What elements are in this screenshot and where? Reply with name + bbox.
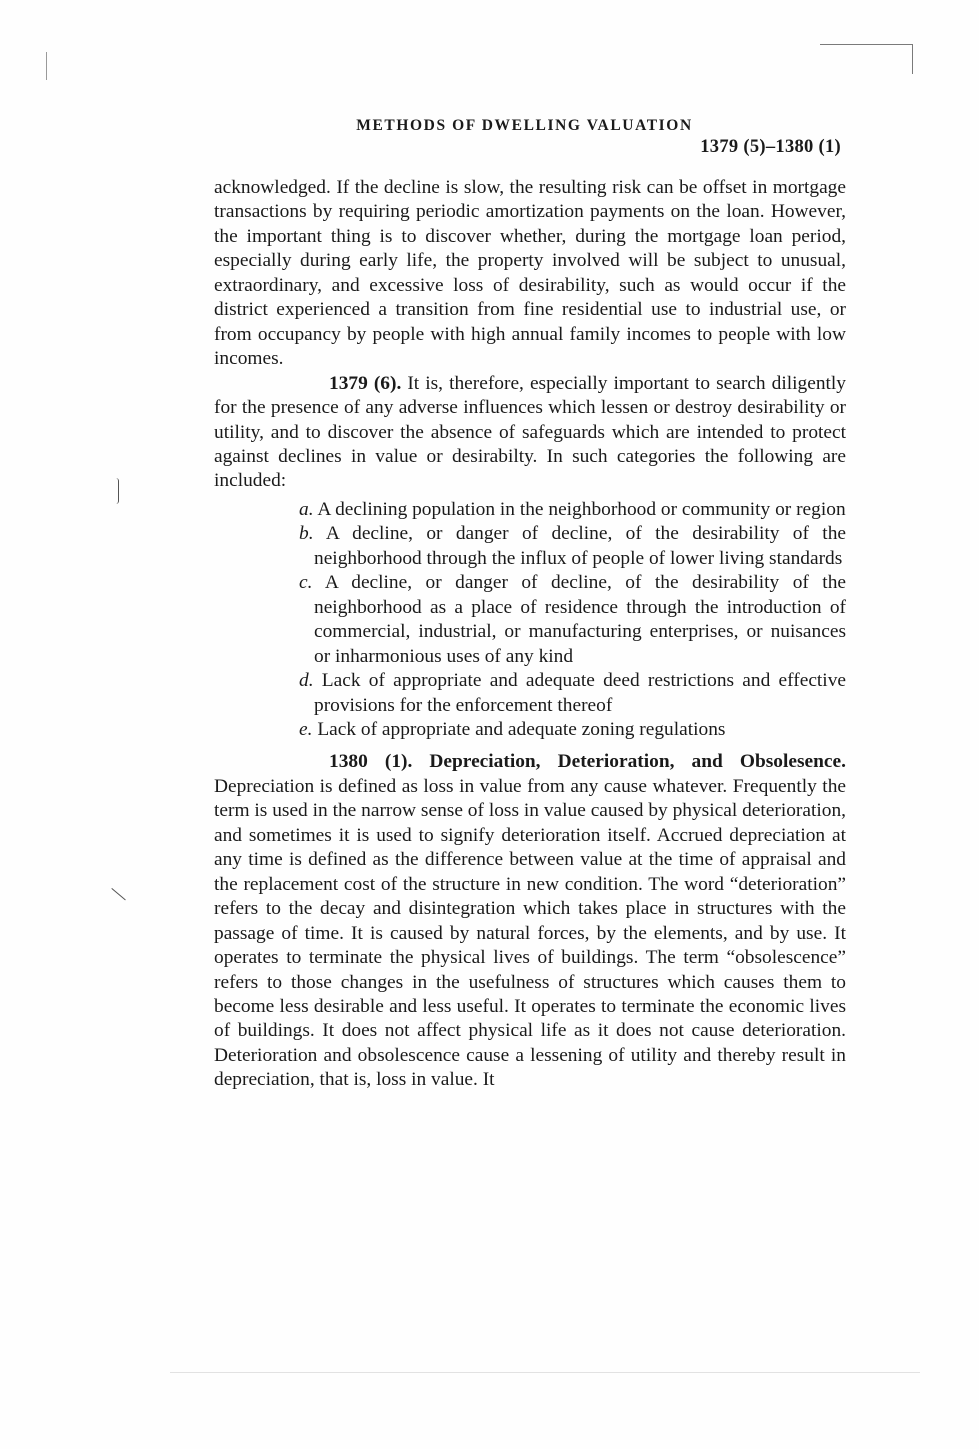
scan-mark-top-right-rule: [820, 44, 912, 45]
paragraph-1379-6: [214, 372, 846, 494]
list-item: [214, 669, 846, 718]
body-text: [214, 176, 846, 1093]
section-number-1379-6: 1379 (6).: [329, 372, 402, 394]
scan-mark-left-paren: [116, 478, 119, 504]
list-item-text: Lack of appropriate and adequate zoning regulations: [317, 718, 726, 740]
running-header-title: METHODS OF DWELLING VALUATION: [356, 117, 693, 134]
list-item: [214, 498, 846, 522]
scan-mark-top-right-corner: [912, 44, 913, 74]
list-item-letter: c.: [299, 572, 313, 594]
scan-mark-top-left: [46, 52, 47, 80]
list-item-text: A declining population in the neighborhood or community or region: [317, 498, 846, 520]
list-item: [214, 718, 846, 742]
list-item-letter: a.: [299, 498, 314, 520]
list-item: [214, 571, 846, 669]
adverse-influences-list: [214, 498, 846, 743]
list-item-text: Lack of appropriate and adequate deed restrictions and effective provisions for the enforcement thereof: [314, 670, 847, 716]
section-number-1380-1: 1380 (1).: [329, 751, 413, 773]
list-item-text: A decline, or danger of decline, of the desirability of the neighborhood through the influx of people of lower living standards: [314, 523, 847, 569]
paragraph-1380-1-text: Depreciation is defined as loss in value from any cause whatever. Frequently the term is used in the narrow sense of loss in value caused by physical deterioration, and sometimes it is used to signify deterioration itself. Accrued depreciation at any time is defined as the difference between value at the time of appraisal and the replacement cost of the structure in new condition. The word “deterioration” refers to the decay and disintegration which takes place in structures with the passage of time. It is caused by natural forces, by the elements, and by use. It operates to terminate the physical lives of buildings. The term “obsolescence” refers to those changes in the usefulness of structures which causes them to become less desirable and less useful. It operates to terminate the economic lives of buildings. It does not affect physical life as it does not cause deterioration. Deterioration and obsolescence cause a lessening of utility and thereby result in depreciation, that is, loss in value. It: [214, 775, 846, 1091]
list-item-letter: d.: [299, 670, 314, 692]
section-heading-depreciation: Depreciation, Deterioration, and Obsolesence.: [412, 751, 846, 773]
scan-mark-left-stroke: [111, 888, 125, 900]
running-header-section-range: 1379 (5)–1380 (1): [700, 137, 841, 157]
list-item-text: A decline, or danger of decline, of the desirability of the neighborhood as a place of residence through the introduction of commercial, industrial, or manufacturing enterprises, or nuisances or inharmonious uses of any kind: [314, 572, 846, 667]
paragraph-continuation: acknowledged. If the decline is slow, the resulting risk can be offset in mortgage transactions by requiring periodic amortization payments on the loan. However, the important thing is to discover whether, during the mortgage loan period, especially during early life, the property involved will be subject to unusual, extraordinary, and excessive loss of desirability, such as would occur if the district experienced a transition from fine residential use to industrial use, or from occupancy by people with high annual family incomes to people with low incomes.: [214, 177, 846, 370]
paragraph-1379-6-text: It is, therefore, especially important to search diligently for the presence of any adverse influences which lessen or destroy desirability or utility, and to discover the absence of safeguards which are intended to protect against declines in value or desirabilty. In such categories the following are included:: [214, 372, 846, 492]
list-item: [214, 522, 846, 571]
list-item-letter: e.: [299, 718, 313, 740]
scan-mark-bottom-rule: [170, 1372, 920, 1373]
list-item-letter: b.: [299, 523, 314, 545]
paragraph-1380-1: [214, 750, 846, 1092]
